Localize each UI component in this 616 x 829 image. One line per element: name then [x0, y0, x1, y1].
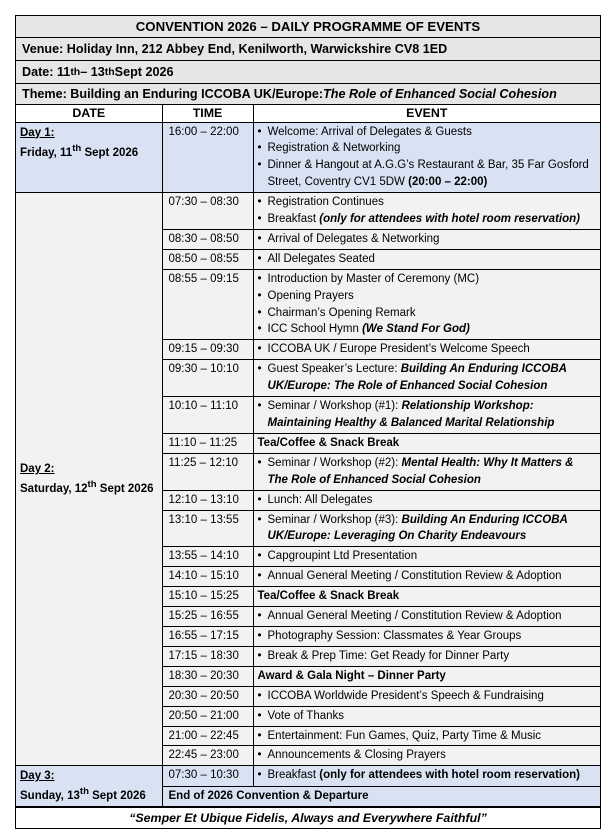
motto-footer: “Semper Et Ubique Fidelis, Always and Everywhere Faithful”	[16, 807, 600, 828]
time-cell: 08:30 – 08:50	[162, 229, 253, 249]
time-cell: 11:25 – 12:10	[162, 453, 253, 490]
time-cell: 15:25 – 16:55	[162, 607, 253, 627]
time-cell: 22:45 – 23:00	[162, 746, 253, 766]
day-date: Sunday, 13th Sept 2026	[20, 786, 146, 803]
event-item: • Seminar / Workshop (#1): Relationship Workshop: Maintaining Healthy & Balanced Marital Relationship	[257, 398, 598, 432]
time-cell: 20:50 – 21:00	[162, 706, 253, 726]
event-item: • Chairman’s Opening Remark	[257, 305, 598, 322]
event-cell	[253, 567, 600, 587]
event-item: • Vote of Thanks	[257, 708, 598, 725]
event-item: • Arrival of Delegates & Networking	[257, 231, 598, 248]
time-cell: 08:50 – 08:55	[162, 249, 253, 269]
event-item: • Dinner & Hangout at A.G.G’s Restaurant & Bar, 35 Far Gosford Street, Coventry CV1 5DW (20:00 – 22:00)	[257, 157, 598, 191]
event-item: Tea/Coffee & Snack Break	[257, 436, 400, 449]
time-cell: 10:10 – 11:10	[162, 397, 253, 434]
time-cell: 18:30 – 20:30	[162, 666, 253, 686]
event-item: • Announcements & Closing Prayers	[257, 747, 598, 764]
event-item: • ICC School Hymn (We Stand For God)	[257, 321, 598, 338]
event-cell	[253, 433, 600, 453]
end-of-convention-cell: End of 2026 Convention & Departure	[162, 787, 600, 807]
date-line	[16, 61, 600, 84]
event-cell	[253, 646, 600, 666]
event-item: • Seminar / Workshop (#2): Mental Health: Why It Matters & The Role of Enhanced Social Cohesion	[257, 455, 598, 489]
event-cell	[253, 547, 600, 567]
event-item: • Seminar / Workshop (#3): Building An Enduring ICCOBA UK/Europe: Leveraging On Charity Endeavours	[257, 512, 598, 546]
time-cell: 14:10 – 15:10	[162, 567, 253, 587]
event-cell	[253, 229, 600, 249]
time-cell: 16:55 – 17:15	[162, 626, 253, 646]
event-cell	[253, 666, 600, 686]
event-item: • Opening Prayers	[257, 288, 598, 305]
event-cell	[253, 249, 600, 269]
time-cell: 20:30 – 20:50	[162, 686, 253, 706]
event-cell	[253, 340, 600, 360]
table-row	[16, 193, 600, 230]
event-cell	[253, 510, 600, 547]
column-header-row	[16, 105, 600, 122]
time-cell: 15:10 – 15:25	[162, 587, 253, 607]
time-cell: 16:00 – 22:00	[162, 122, 253, 193]
event-cell	[253, 193, 600, 230]
event-item: • Breakfast (only for attendees with hotel room reservation)	[257, 211, 598, 228]
event-cell	[253, 360, 600, 397]
event-item: • Annual General Meeting / Constitution Review & Adoption	[257, 568, 598, 585]
document-title: CONVENTION 2026 – DAILY PROGRAMME OF EVENTS	[16, 16, 600, 38]
time-cell: 12:10 – 13:10	[162, 490, 253, 510]
day-label: Day 2:	[20, 463, 55, 476]
event-cell	[253, 626, 600, 646]
day-1-cell	[16, 122, 162, 193]
time-cell: 13:55 – 14:10	[162, 547, 253, 567]
event-item: • All Delegates Seated	[257, 251, 598, 268]
event-cell	[253, 453, 600, 490]
table-row	[16, 766, 600, 787]
event-item: • Introduction by Master of Ceremony (MC)	[257, 271, 598, 288]
event-cell	[253, 746, 600, 766]
event-item: • Guest Speaker’s Lecture: Building An Enduring ICCOBA UK/Europe: The Role of Enhanced Social Cohesion	[257, 361, 598, 395]
time-cell: 07:30 – 10:30	[162, 766, 253, 787]
time-cell: 11:10 – 11:25	[162, 433, 253, 453]
time-cell: 07:30 – 08:30	[162, 193, 253, 230]
day-date: Friday, 11th Sept 2026	[20, 142, 139, 159]
time-cell: 13:10 – 13:55	[162, 510, 253, 547]
event-item: • Photography Session: Classmates & Year Groups	[257, 628, 598, 645]
column-header-event: EVENT	[253, 105, 600, 122]
event-item: • Registration & Networking	[257, 140, 598, 157]
theme-text: Theme: Building an Enduring ICCOBA UK/Europe:	[22, 87, 324, 101]
event-cell	[253, 397, 600, 434]
event-item: • Capgroupint Ltd Presentation	[257, 548, 598, 565]
event-cell	[253, 122, 600, 193]
event-cell	[253, 706, 600, 726]
time-cell: 08:55 – 09:15	[162, 269, 253, 340]
theme-line	[16, 84, 600, 105]
event-cell	[253, 587, 600, 607]
event-item: Award & Gala Night – Dinner Party	[257, 669, 446, 682]
event-item: • ICCOBA UK / Europe President’s Welcome Speech	[257, 341, 598, 358]
column-header-date: DATE	[16, 105, 162, 122]
event-cell	[253, 726, 600, 746]
day-label: Day 1:	[20, 126, 55, 139]
time-cell: 09:15 – 09:30	[162, 340, 253, 360]
event-item: • Entertainment: Fun Games, Quiz, Party Time & Music	[257, 728, 598, 745]
date-text: – 13	[80, 65, 105, 79]
event-cell	[253, 607, 600, 627]
day-date: Saturday, 12th Sept 2026	[20, 479, 154, 496]
day-2-cell	[16, 193, 162, 766]
programme-document	[15, 15, 601, 829]
table-row	[16, 122, 600, 193]
day-label: Day 3:	[20, 770, 55, 783]
event-item: • Breakfast (only for attendees with hotel room reservation)	[257, 767, 598, 784]
event-cell	[253, 490, 600, 510]
programme-table	[16, 105, 600, 807]
event-cell	[253, 766, 600, 787]
event-item: • Registration Continues	[257, 194, 598, 211]
event-item: • Break & Prep Time: Get Ready for Dinner Party	[257, 648, 598, 665]
date-sup: th	[104, 66, 115, 78]
theme-italic: The Role of Enhanced Social Cohesion	[323, 87, 557, 101]
event-item: • Welcome: Arrival of Delegates & Guests	[257, 124, 598, 141]
event-cell	[253, 269, 600, 340]
column-header-time: TIME	[162, 105, 253, 122]
date-text: Date: 11	[22, 65, 71, 79]
event-item: • Annual General Meeting / Constitution Review & Adoption	[257, 608, 598, 625]
date-sup: th	[70, 66, 81, 78]
time-cell: 21:00 – 22:45	[162, 726, 253, 746]
event-cell	[253, 686, 600, 706]
event-item: Tea/Coffee & Snack Break	[257, 590, 400, 603]
day-3-cell	[16, 766, 162, 807]
event-item: • Lunch: All Delegates	[257, 492, 598, 509]
time-cell: 17:15 – 18:30	[162, 646, 253, 666]
date-text: Sept 2026	[114, 65, 174, 79]
time-cell: 09:30 – 10:10	[162, 360, 253, 397]
venue-line: Venue: Holiday Inn, 212 Abbey End, Kenilworth, Warwickshire CV8 1ED	[16, 38, 600, 61]
event-item: • ICCOBA Worldwide President’s Speech & Fundraising	[257, 688, 598, 705]
